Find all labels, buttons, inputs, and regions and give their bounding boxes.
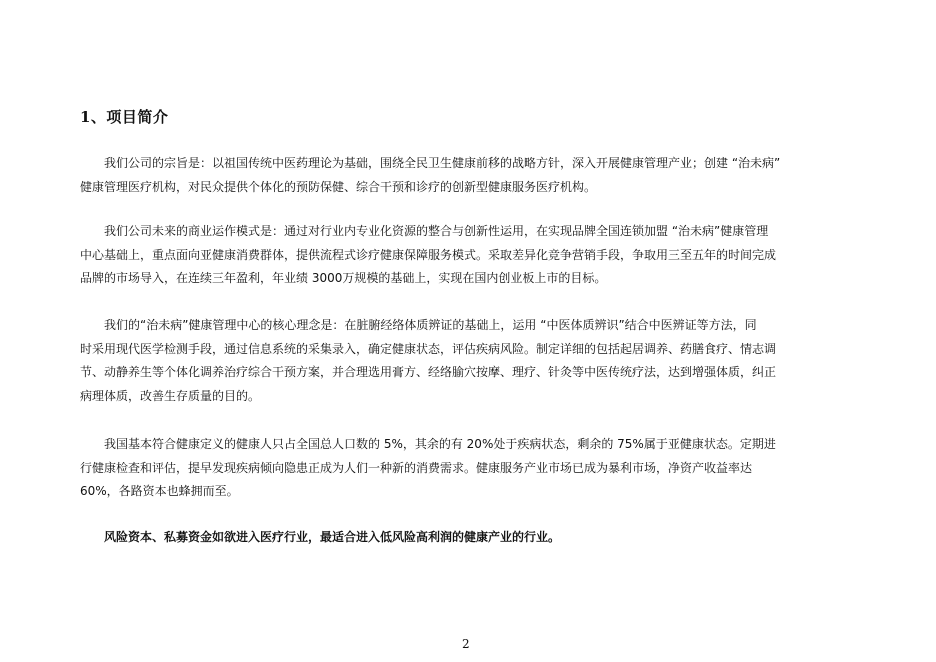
paragraph-mission — [80, 152, 860, 199]
paragraph-line: 风险资本、私募资金如欲进入医疗行业，最适合进入低风险高利润的健康产业的行业。 — [104, 530, 561, 544]
paragraph-line: 中心基础上，重点面向亚健康消费群体，提供流程式诊疗健康保障服务模式。采取差异化竞争营销手段，争取用三至五年的时间完成 — [80, 247, 777, 262]
section-heading: 1、项目简介 — [80, 108, 169, 126]
paragraph-line: 我国基本符合健康定义的健康人只占全国总人口数的 5%，其余的有 20%处于疾病状态，剩余的 75%属于亚健康状态。定期进 — [104, 437, 776, 451]
paragraph-line: 我们的“治未病”健康管理中心的核心理念是：在脏腑经络体质辨证的基础上，运用 “中医体质辨识”结合中医辨证等方法，同 — [104, 318, 757, 332]
paragraph-line: 品牌的市场导入，在连续三年盈利，年业绩 3000万规模的基础上，实现在国内创业板上市的目标。 — [80, 271, 607, 285]
paragraph-core-concept — [80, 314, 860, 408]
paragraph-line: 病理体质，改善生存质量的目的。 — [80, 388, 261, 403]
paragraph-market-stats — [80, 433, 860, 504]
paragraph-investment-conclusion — [80, 526, 860, 550]
page-number: 2 — [462, 637, 470, 651]
paragraph-line: 健康管理医疗机构，对民众提供个体化的预防保健、综合干预和诊疗的创新型健康服务医疗机构。 — [80, 179, 597, 194]
paragraph-line: 我们公司的宗旨是：以祖国传统中医药理论为基础，围绕全民卫生健康前移的战略方针，深入开展健康管理产业；创建 “治未病” — [104, 156, 781, 170]
paragraph-line: 60%，各路资本也蜂拥而至。 — [80, 484, 239, 498]
paragraph-line: 我们公司未来的商业运作模式是：通过对行业内专业化资源的整合与创新性运用，在实现品牌全国连锁加盟 “治未病”健康管理 — [104, 224, 769, 238]
paragraph-line: 时采用现代医学检测手段，通过信息系统的采集录入，确定健康状态，评估疾病风险。制定详细的包括起居调养、药膳食疗、情志调 — [80, 341, 777, 356]
paragraph-line: 节、动静养生等个体化调养治疗综合干预方案，并合理选用膏方、经络腧穴按摩、理疗、针灸等中医传统疗法，达到增强体质，纠正 — [80, 365, 777, 379]
paragraph-business-model — [80, 220, 860, 291]
paragraph-line: 行健康检查和评估，提早发现疾病倾向隐患正成为人们一种新的消费需求。健康服务产业市场已成为暴利市场，净资产收益率达 — [80, 460, 753, 475]
